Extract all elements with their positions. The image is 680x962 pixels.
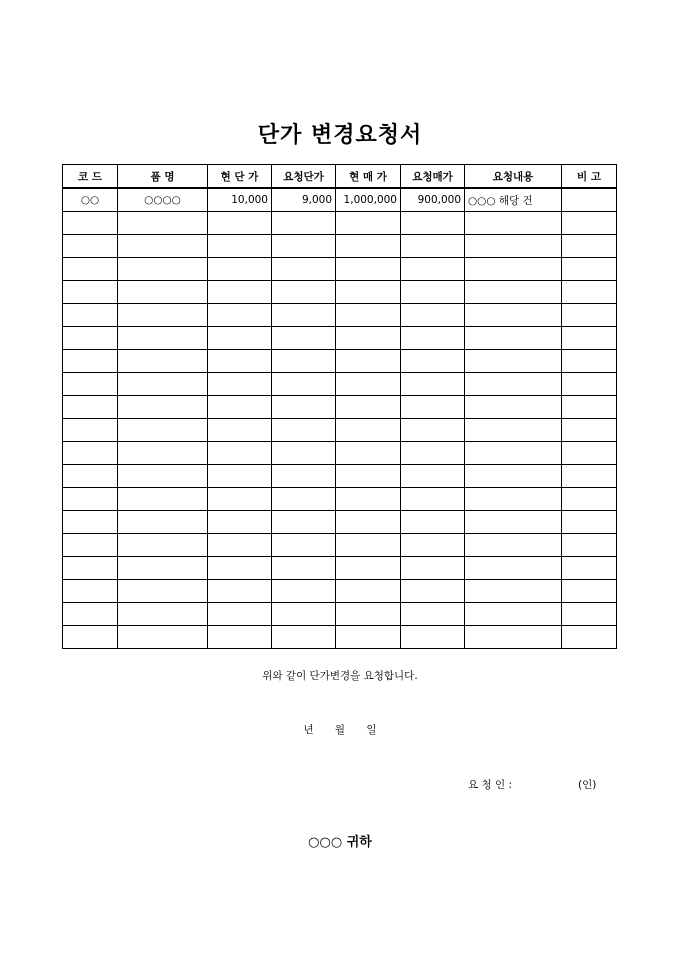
request-statement: 위와 같이 단가변경을 요청합니다. bbox=[262, 670, 418, 682]
table-cell bbox=[336, 327, 401, 350]
table-cell bbox=[118, 235, 208, 258]
table-cell bbox=[63, 258, 118, 281]
table-cell bbox=[208, 534, 272, 557]
table-cell bbox=[118, 373, 208, 396]
applicant-label: 요 청 인 : bbox=[468, 779, 512, 791]
table-cell bbox=[118, 281, 208, 304]
table-cell bbox=[336, 281, 401, 304]
table-cell bbox=[208, 488, 272, 511]
table-cell bbox=[465, 258, 562, 281]
table-cell bbox=[401, 235, 465, 258]
table-cell bbox=[208, 212, 272, 235]
table-cell bbox=[118, 626, 208, 649]
table-cell bbox=[562, 281, 617, 304]
table-cell bbox=[562, 488, 617, 511]
table-row bbox=[63, 534, 617, 557]
table-cell bbox=[208, 281, 272, 304]
table-cell bbox=[465, 212, 562, 235]
table-row bbox=[63, 442, 617, 465]
table-cell bbox=[336, 442, 401, 465]
table-cell bbox=[63, 442, 118, 465]
table-cell bbox=[272, 419, 336, 442]
table-cell bbox=[562, 304, 617, 327]
table-row bbox=[63, 212, 617, 235]
table-cell bbox=[208, 465, 272, 488]
table-cell bbox=[272, 626, 336, 649]
table-row bbox=[63, 603, 617, 626]
table-row bbox=[63, 188, 617, 212]
table-cell bbox=[401, 396, 465, 419]
table-cell bbox=[118, 304, 208, 327]
date-line: 년 월 일 bbox=[303, 724, 377, 736]
table-cell bbox=[118, 557, 208, 580]
table-cell bbox=[465, 419, 562, 442]
table-cell bbox=[562, 373, 617, 396]
table-cell bbox=[465, 350, 562, 373]
table-cell bbox=[63, 465, 118, 488]
table-cell bbox=[63, 327, 118, 350]
table-cell bbox=[336, 557, 401, 580]
cell-remarks bbox=[562, 188, 617, 212]
table-cell bbox=[465, 235, 562, 258]
table-cell bbox=[336, 350, 401, 373]
table-cell bbox=[465, 626, 562, 649]
table-cell bbox=[118, 442, 208, 465]
table-row bbox=[63, 281, 617, 304]
table-cell bbox=[465, 465, 562, 488]
seal-label: (인) bbox=[578, 779, 597, 791]
table-cell bbox=[465, 373, 562, 396]
table-cell bbox=[401, 465, 465, 488]
table-cell bbox=[336, 465, 401, 488]
table-cell bbox=[465, 488, 562, 511]
table-cell bbox=[63, 281, 118, 304]
table-cell bbox=[401, 603, 465, 626]
table-row bbox=[63, 350, 617, 373]
header-request-details: 요청내용 bbox=[465, 165, 562, 189]
table-cell bbox=[562, 212, 617, 235]
table-cell bbox=[118, 212, 208, 235]
table-cell bbox=[401, 488, 465, 511]
table-cell bbox=[118, 327, 208, 350]
table-cell bbox=[272, 442, 336, 465]
header-code: 코 드 bbox=[63, 165, 118, 189]
table-cell bbox=[465, 603, 562, 626]
table-cell bbox=[562, 534, 617, 557]
table-cell bbox=[272, 304, 336, 327]
table-cell bbox=[208, 580, 272, 603]
table-cell bbox=[63, 235, 118, 258]
table-cell bbox=[208, 419, 272, 442]
table-cell bbox=[401, 281, 465, 304]
table-header-row bbox=[63, 165, 617, 189]
table-cell bbox=[63, 580, 118, 603]
table-cell bbox=[208, 235, 272, 258]
table-cell bbox=[465, 580, 562, 603]
table-row bbox=[63, 258, 617, 281]
table-cell bbox=[562, 235, 617, 258]
document-title: 단가 변경요청서 bbox=[257, 123, 423, 148]
table-cell bbox=[401, 511, 465, 534]
table-cell bbox=[401, 626, 465, 649]
table-cell bbox=[272, 212, 336, 235]
table-cell bbox=[562, 557, 617, 580]
header-current-unit-price: 현 단 가 bbox=[208, 165, 272, 189]
table-cell bbox=[208, 304, 272, 327]
table-cell bbox=[465, 557, 562, 580]
table-cell bbox=[272, 350, 336, 373]
table-cell bbox=[118, 580, 208, 603]
table-row bbox=[63, 419, 617, 442]
table-cell bbox=[562, 258, 617, 281]
table-cell bbox=[465, 396, 562, 419]
table-row bbox=[63, 465, 617, 488]
header-current-selling-price: 현 매 가 bbox=[336, 165, 401, 189]
table-cell bbox=[63, 373, 118, 396]
table-cell bbox=[336, 603, 401, 626]
table-cell bbox=[401, 557, 465, 580]
table-cell bbox=[465, 511, 562, 534]
table-cell bbox=[118, 534, 208, 557]
table-row bbox=[63, 373, 617, 396]
table-cell bbox=[562, 396, 617, 419]
table-cell bbox=[401, 304, 465, 327]
table-row bbox=[63, 327, 617, 350]
table-cell bbox=[118, 258, 208, 281]
table-cell bbox=[272, 511, 336, 534]
table-row bbox=[63, 304, 617, 327]
table-cell bbox=[465, 304, 562, 327]
table-cell bbox=[208, 626, 272, 649]
cell-item-name: ○○○○ bbox=[118, 188, 208, 212]
table-cell bbox=[63, 212, 118, 235]
table-cell bbox=[336, 419, 401, 442]
table-cell bbox=[465, 281, 562, 304]
recipient-line: ○○○ 귀하 bbox=[308, 835, 372, 850]
table-cell bbox=[401, 419, 465, 442]
table-cell bbox=[272, 580, 336, 603]
table-cell bbox=[272, 396, 336, 419]
table-cell bbox=[401, 442, 465, 465]
table-cell bbox=[562, 327, 617, 350]
table-cell bbox=[208, 258, 272, 281]
table-cell bbox=[63, 534, 118, 557]
header-requested-unit-price: 요청단가 bbox=[272, 165, 336, 189]
table-cell bbox=[562, 603, 617, 626]
table-cell bbox=[208, 442, 272, 465]
table-cell bbox=[63, 557, 118, 580]
cell-requested-selling-price: 900,000 bbox=[401, 188, 465, 212]
table-cell bbox=[562, 626, 617, 649]
table-cell bbox=[336, 258, 401, 281]
table-row bbox=[63, 580, 617, 603]
table-cell bbox=[336, 212, 401, 235]
table-cell bbox=[562, 419, 617, 442]
table-cell bbox=[272, 258, 336, 281]
table-cell bbox=[562, 465, 617, 488]
table-cell bbox=[272, 603, 336, 626]
table-cell bbox=[208, 373, 272, 396]
table-cell bbox=[336, 580, 401, 603]
table-cell bbox=[118, 419, 208, 442]
table-cell bbox=[63, 626, 118, 649]
header-item-name: 품 명 bbox=[118, 165, 208, 189]
table-cell bbox=[336, 304, 401, 327]
table-cell bbox=[272, 281, 336, 304]
table-cell bbox=[401, 327, 465, 350]
table-cell bbox=[118, 396, 208, 419]
table-cell bbox=[118, 465, 208, 488]
table-cell bbox=[118, 488, 208, 511]
table-cell bbox=[272, 465, 336, 488]
table-cell bbox=[63, 419, 118, 442]
table-cell bbox=[63, 304, 118, 327]
table-row bbox=[63, 396, 617, 419]
table-cell bbox=[336, 396, 401, 419]
table-cell bbox=[336, 511, 401, 534]
table-cell bbox=[401, 534, 465, 557]
table-row bbox=[63, 488, 617, 511]
table-row bbox=[63, 235, 617, 258]
table-cell bbox=[336, 488, 401, 511]
table-cell bbox=[401, 258, 465, 281]
table-cell bbox=[401, 580, 465, 603]
table-cell bbox=[401, 350, 465, 373]
table-cell bbox=[63, 350, 118, 373]
cell-request-details: ○○○ 해당 건 bbox=[465, 188, 562, 212]
table-cell bbox=[272, 488, 336, 511]
table-cell bbox=[208, 557, 272, 580]
table-cell bbox=[272, 235, 336, 258]
table-cell bbox=[118, 350, 208, 373]
table-row bbox=[63, 557, 617, 580]
cell-current-unit-price: 10,000 bbox=[208, 188, 272, 212]
table-cell bbox=[272, 327, 336, 350]
table-cell bbox=[272, 373, 336, 396]
table-cell bbox=[465, 534, 562, 557]
table-row bbox=[63, 626, 617, 649]
table-cell bbox=[63, 603, 118, 626]
table-cell bbox=[208, 327, 272, 350]
table-cell bbox=[208, 511, 272, 534]
table-row bbox=[63, 511, 617, 534]
table-cell bbox=[63, 511, 118, 534]
table-cell bbox=[401, 212, 465, 235]
header-remarks: 비 고 bbox=[562, 165, 617, 189]
cell-requested-unit-price: 9,000 bbox=[272, 188, 336, 212]
table-cell bbox=[401, 373, 465, 396]
cell-code: ○○ bbox=[63, 188, 118, 212]
table-cell bbox=[336, 373, 401, 396]
table-cell bbox=[272, 557, 336, 580]
table-cell bbox=[562, 350, 617, 373]
table-cell bbox=[465, 442, 562, 465]
table-cell bbox=[118, 511, 208, 534]
table-cell bbox=[562, 442, 617, 465]
table-cell bbox=[336, 534, 401, 557]
table-cell bbox=[208, 603, 272, 626]
header-requested-selling-price: 요청매가 bbox=[401, 165, 465, 189]
cell-current-selling-price: 1,000,000 bbox=[336, 188, 401, 212]
price-change-table bbox=[62, 164, 617, 649]
table-cell bbox=[63, 488, 118, 511]
table-cell bbox=[562, 511, 617, 534]
table-cell bbox=[272, 534, 336, 557]
table-cell bbox=[562, 580, 617, 603]
table-cell bbox=[208, 396, 272, 419]
table-cell bbox=[208, 350, 272, 373]
table-cell bbox=[465, 327, 562, 350]
table-cell bbox=[336, 626, 401, 649]
table-cell bbox=[336, 235, 401, 258]
table-cell bbox=[63, 396, 118, 419]
table-cell bbox=[118, 603, 208, 626]
